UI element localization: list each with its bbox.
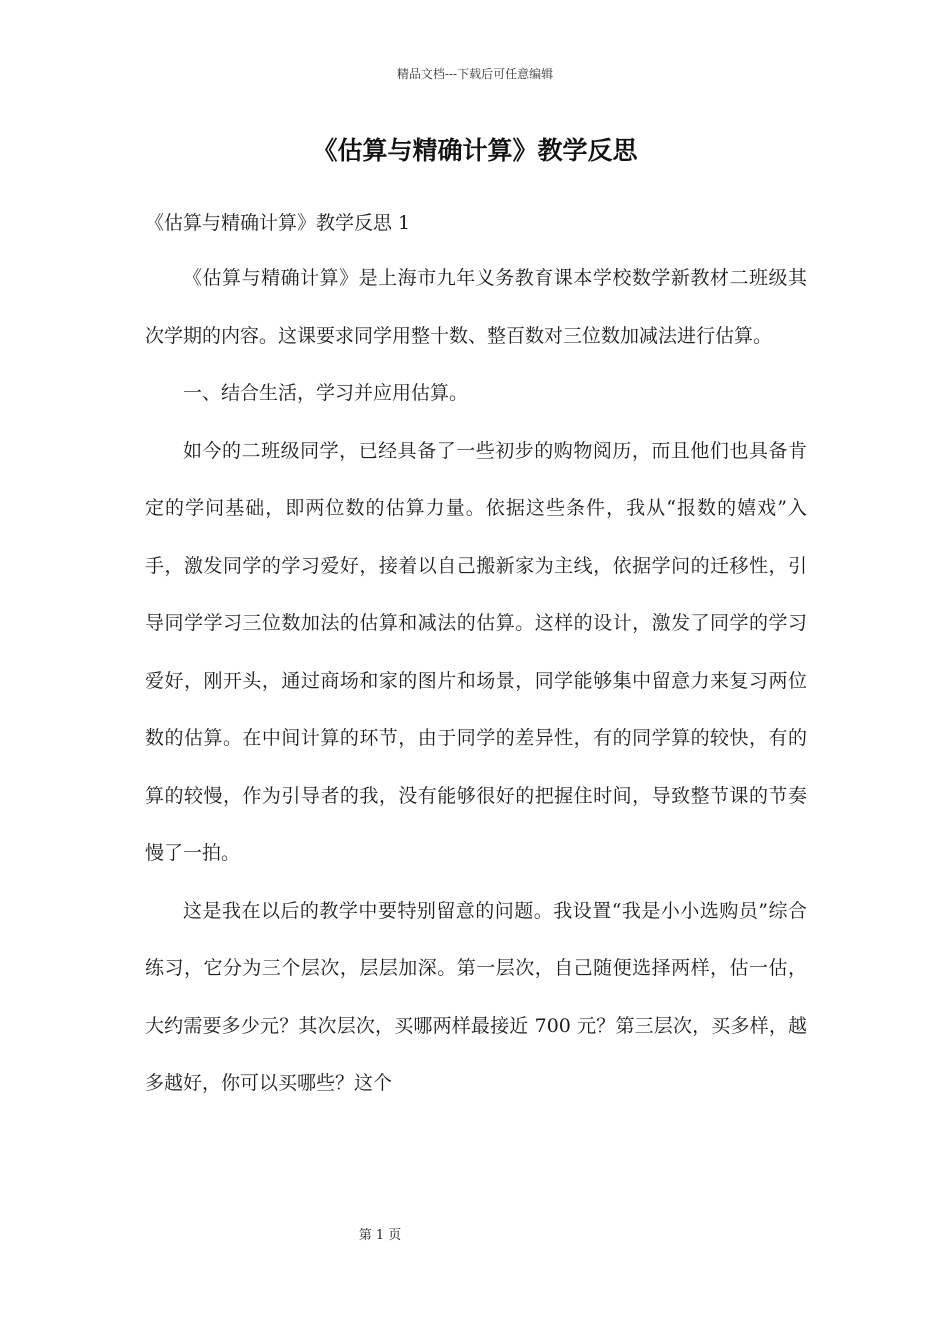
paragraph-body: 这是我在以后的教学中要特别留意的问题。我设置“我是小小选购员”综合练习，它分为三个层次，层层加深。第一层次，自己随便选择两样，估一估，大约需要多少元？其次层次，买哪两样最接近 700 元？第三层次，买多样，越多越好，你可以买哪些？这个 (145, 899, 807, 1094)
document-subtitle: 《估算与精确计算》教学反思 1 (145, 212, 411, 234)
section-heading: 一、结合生活，学习并应用估算。 (183, 382, 469, 404)
page-header: 精品文档---下载后可任意编辑 (396, 67, 554, 81)
paragraph-body: 如今的二班级同学，已经具备了一些初步的购物阅历，而且他们也具备肯定的学问基础，即两位数的估算力量。依据这些条件，我从“报数的嬉戏”入手，激发同学的学习爱好，接着以自己搬新家为主线，依据学问的迁移性，引导同学学习三位数加法的估算和减法的估算。这样的设计，激发了同学的学习爱好，刚开头，通过商场和家的图片和场景，同学能够集中留意力来复习两位数的估算。在中间计算的环节，由于同学的差异性，有的同学算的较快，有的算的较慢，作为引导者的我，没有能够很好的把握住时间，导致整节课的节奏慢了一拍。 (145, 439, 807, 864)
document-body (145, 250, 807, 1113)
paragraph-intro: 《估算与精确计算》是上海市九年义务教育课本学校数学新教材二班级其次学期的内容。这课要求同学用整十数、整百数对三位数加减法进行估算。 (145, 267, 807, 347)
document-title: 《估算与精确计算》教学反思 (312, 136, 638, 165)
page-number: 第 1 页 (358, 1228, 402, 1243)
